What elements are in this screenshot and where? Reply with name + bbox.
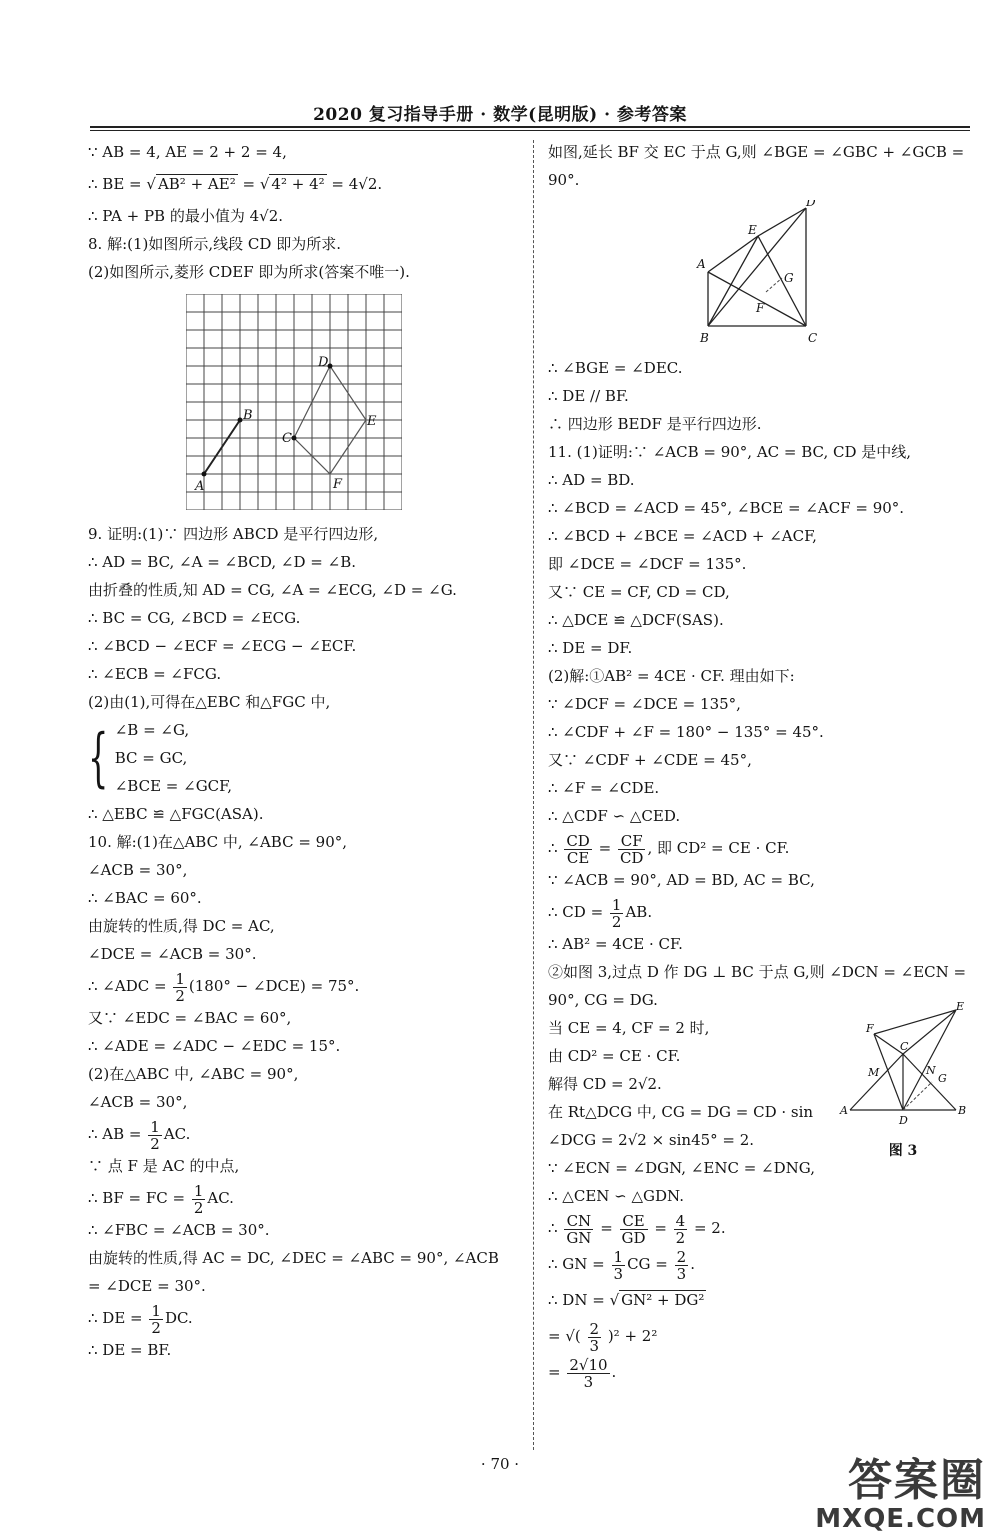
text-line: ∴ △DCE ≌ △DCF(SAS).	[548, 611, 724, 629]
header-rule	[90, 126, 970, 128]
text-line: 10. 解:(1)在△ABC 中, ∠ABC = 90°,	[88, 833, 348, 851]
page-number: · 70 ·	[480, 1455, 520, 1473]
text-line: 9. 证明:(1)∵ 四边形 ABCD 是平行四边形,	[88, 525, 379, 543]
text-line: 90°.	[548, 171, 580, 189]
text-line: ∠ACB = 30°,	[88, 861, 188, 879]
text-line: ∵ 点 F 是 AC 的中点,	[88, 1157, 240, 1175]
text-line: ∠DCG = 2√2 × sin45° = 2.	[548, 1131, 755, 1149]
column-divider	[533, 140, 534, 1450]
figure-caption: 图 3	[888, 1143, 918, 1159]
text-line: ∴ ∠BCD = ∠ACD = 45°, ∠BCE = ∠ACF = 90°.	[548, 499, 905, 517]
text-line: 如图,延长 BF 交 EC 于点 G,则 ∠BGE = ∠GBC + ∠GCB =	[548, 143, 965, 161]
text-line: ∴ AB = $\frac{1}{2}$ AC.	[88, 1117, 191, 1153]
label-g: G	[938, 1072, 947, 1085]
brace-symbol: {	[88, 721, 109, 795]
label-n: N	[926, 1064, 936, 1077]
text-line: ∠ACB = 30°,	[88, 1093, 188, 1111]
page-header: 2020 复习指导手册 · 数学(昆明版) · 参考答案	[313, 105, 687, 125]
text-line: 又∵ CE = CF, CD = CD,	[548, 583, 730, 601]
label-d: D	[899, 1114, 908, 1127]
text-line: = $\frac{2√10}{3}$ .	[548, 1355, 617, 1391]
figure-parallelogram	[696, 200, 826, 348]
text-line: ∴ PA + PB 的最小值为 4√2.	[88, 207, 284, 225]
text-line: ∴ DN = √ GN² + DG²	[548, 1291, 705, 1309]
text-line: = ∠DCE = 30°.	[88, 1277, 206, 1295]
text-line: ∴ ∠CDF + ∠F = 180° − 135° = 45°.	[548, 723, 824, 741]
text-line: ∴ △CDF ∽ △CED.	[548, 807, 681, 825]
text-line: ∴ $\frac{CN}{GN}$ = $\frac{CE}{GD}$ = $\frac{4}{2}$ = 2.	[548, 1211, 726, 1247]
text-line: ∠B = ∠G,	[114, 721, 190, 739]
left-column	[88, 138, 518, 1364]
text-line: ∴ GN = $\frac{1}{3}$ CG = $\frac{2}{3}$ .	[548, 1247, 695, 1283]
text-line: ∴ ∠ADE = ∠ADC − ∠EDC = 15°.	[88, 1037, 341, 1055]
text-line: ∴ ∠FBC = ∠ACB = 30°.	[88, 1221, 270, 1239]
label-e: E	[367, 414, 377, 429]
text-line: 当 CE = 4, CF = 2 时,	[548, 1019, 710, 1037]
label-d: D	[806, 200, 816, 209]
right-column	[548, 138, 968, 1390]
label-b: B	[243, 408, 253, 423]
text-line: ∴ ∠ADC = $\frac{1}{2}$ (180° − ∠DCE) = 75°.	[88, 969, 360, 1005]
text-line: ∴ ∠ECB = ∠FCG.	[88, 665, 222, 683]
label-g: G	[784, 271, 794, 285]
text-line: ∠DCE = ∠ACB = 30°.	[88, 945, 257, 963]
label-a: A	[840, 1104, 848, 1117]
text-line: ∴ DE = DF.	[548, 639, 633, 657]
text-line: 8. 解:(1)如图所示,线段 CD 即为所求.	[88, 235, 341, 253]
label-a: A	[697, 257, 706, 271]
text-line: ∴ BC = CG, ∠BCD = ∠ECG.	[88, 609, 301, 627]
text-line: ∴ CD = $\frac{1}{2}$ AB.	[548, 895, 653, 931]
watermark-url: MXQE.COM	[815, 1504, 986, 1534]
text-line: 11. (1)证明:∵ ∠ACB = 90°, AC = BC, CD 是中线,	[548, 443, 912, 461]
text-line: 由折叠的性质,知 AD = CG, ∠A = ∠ECG, ∠D = ∠G.	[88, 581, 457, 599]
label-b: B	[958, 1104, 967, 1117]
text-line: 由旋转的性质,得 DC = AC,	[88, 917, 275, 935]
watermark-logo: 答案圈	[848, 1455, 986, 1506]
text-line: 解得 CD = 2√2.	[548, 1075, 662, 1093]
point-b	[238, 418, 243, 423]
geometry-diagram-1	[696, 200, 826, 348]
text-line: ∠BCE = ∠GCF,	[114, 777, 232, 795]
figure-3	[838, 1000, 968, 1159]
text-line: ∴ BF = FC = $\frac{1}{2}$ AC.	[88, 1181, 234, 1217]
header-rule-thin	[90, 130, 970, 131]
label-f: F	[333, 477, 343, 492]
text-line: ∵ ∠ECN = ∠DGN, ∠ENC = ∠DNG,	[548, 1159, 815, 1177]
text-line: (2)由(1),可得在△EBC 和△FGC 中,	[88, 693, 331, 711]
text-line: 即 ∠DCE = ∠DCF = 135°.	[548, 555, 747, 573]
label-c: C	[282, 431, 292, 446]
text-line: ∴ △EBC ≌ △FGC(ASA).	[88, 805, 264, 823]
label-m: M	[868, 1066, 880, 1079]
text-line: ∴ 四边形 BEDF 是平行四边形.	[548, 415, 762, 433]
text-line: 由旋转的性质,得 AC = DC, ∠DEC = ∠ABC = 90°, ∠ACB	[88, 1249, 499, 1267]
text-line: BC = GC,	[114, 749, 188, 767]
text-line: ∴ ∠BGE = ∠DEC.	[548, 359, 683, 377]
text-line: ∴ ∠BCD − ∠ECF = ∠ECG − ∠ECF.	[88, 637, 357, 655]
label-c: C	[808, 331, 818, 345]
text-line: 90°, CG = DG.	[548, 991, 658, 1009]
text-line: (2)如图所示,菱形 CDEF 即为所求(答案不唯一).	[88, 263, 410, 281]
brace-system	[88, 716, 518, 800]
text-line: 又∵ ∠CDF + ∠CDE = 45°,	[548, 751, 752, 769]
label-b: B	[700, 331, 709, 345]
text-line: ∴ $\frac{CD}{CE}$ = $\frac{CF}{CD}$ , 即 CD² = CE · CF.	[548, 831, 790, 867]
watermark	[815, 1457, 986, 1533]
label-d: D	[318, 355, 329, 370]
text-line: ∴ BE = √ AB² + AE² = √ 4² + 4² = 4√2.	[88, 175, 383, 193]
text-line: (2)解:①AB² = 4CE · CF. 理由如下:	[548, 667, 795, 685]
geometry-diagram-3	[838, 1000, 968, 1130]
grid-figure	[186, 294, 402, 510]
text-line: ∴ AB² = 4CE · CF.	[548, 935, 683, 953]
point-c	[292, 436, 297, 441]
grid-diagram	[186, 294, 402, 510]
text-line: ∴ AD = BC, ∠A = ∠BCD, ∠D = ∠B.	[88, 553, 356, 571]
text-line: ∵ AB = 4, AE = 2 + 2 = 4,	[88, 143, 287, 161]
point-a	[202, 472, 207, 477]
text-line: ∴ △CEN ∽ △GDN.	[548, 1187, 684, 1205]
text-line: 又∵ ∠EDC = ∠BAC = 60°,	[88, 1009, 292, 1027]
label-e: E	[956, 1000, 965, 1013]
text-line: ∴ AD = BD.	[548, 471, 635, 489]
text-line: ∵ ∠DCF = ∠DCE = 135°,	[548, 695, 741, 713]
text-line: (2)在△ABC 中, ∠ABC = 90°,	[88, 1065, 299, 1083]
text-line: ∴ DE // BF.	[548, 387, 629, 405]
text-line: 由 CD² = CE · CF.	[548, 1047, 681, 1065]
label-e: E	[748, 223, 757, 237]
text-line: ∴ DE = $\frac{1}{2}$ DC.	[88, 1301, 193, 1337]
text-line: ∵ ∠ACB = 90°, AD = BD, AC = BC,	[548, 871, 815, 889]
label-c: C	[900, 1040, 909, 1053]
text-line: ∴ ∠BCD + ∠BCE = ∠ACD + ∠ACF,	[548, 527, 817, 545]
text-line: ∴ ∠BAC = 60°.	[88, 889, 202, 907]
label-f: F	[756, 301, 765, 315]
text-line: ∴ ∠F = ∠CDE.	[548, 779, 660, 797]
label-a: A	[195, 479, 205, 494]
label-f: F	[866, 1022, 874, 1035]
text-line: 在 Rt△DCG 中, CG = DG = CD · sin	[548, 1103, 814, 1121]
text-line: ②如图 3,过点 D 作 DG ⊥ BC 于点 G,则 ∠DCN = ∠ECN =	[548, 963, 967, 981]
grid-lines	[186, 294, 402, 510]
text-line: ∴ DE = BF.	[88, 1341, 172, 1359]
text-line: = √( $\frac{2}{3}$ )² + 2²	[548, 1319, 658, 1355]
